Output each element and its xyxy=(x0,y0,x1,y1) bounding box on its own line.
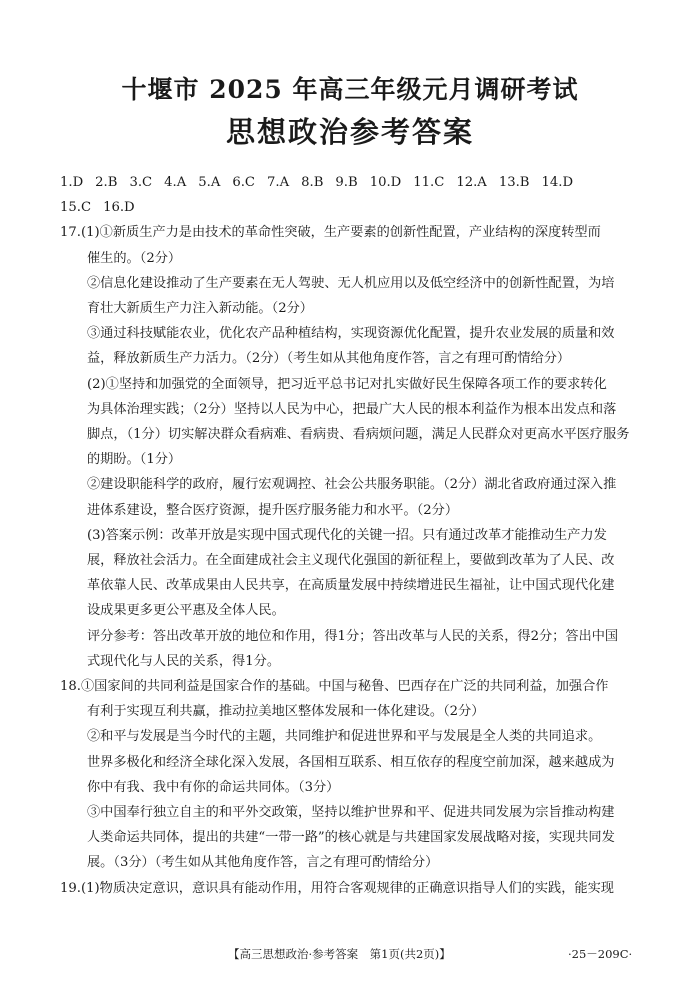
q17-line: 为具体治理实践；（2分）坚持以人民为中心，把最广大人民的根本利益作为根本出发点和落 xyxy=(87,401,617,417)
choice-answer: 16.D xyxy=(103,200,135,216)
choice-answer: 12.A xyxy=(456,175,487,190)
choice-answer: 1.D xyxy=(60,175,84,190)
q17-line: 评分参考：答出改革开放的地位和作用，得1分；答出改革与人民的关系，得2分；答出中国 xyxy=(87,628,619,644)
q19-line: 19.(1)物质决定意识，意识具有能动作用，用符合客观规律的正确意识指导人们的实践，能实现 xyxy=(60,880,614,896)
question-18 xyxy=(60,674,640,876)
q18-line: ③中国奉行独立自主的和平外交政策，坚持以维护世界和平、促进共同发展为宗旨推动构建 xyxy=(87,805,615,821)
choice-answer: 3.C xyxy=(129,175,153,190)
q18-line: ②和平与发展是当今时代的主题，共同维护和促进世界和平与发展是全人类的共同追求。 xyxy=(87,729,602,745)
q17-line: 革依靠人民、改革成果由人民共享，在高质量发展中持续增进民生福祉，让中国式现代化建 xyxy=(87,578,615,594)
choice-answer: 7.A xyxy=(267,175,290,190)
choice-answer: 4.A xyxy=(164,175,187,190)
q17-line: 的期盼。（1分） xyxy=(87,452,182,468)
choice-answer: 11.C xyxy=(413,175,445,190)
choice-answer: 13.B xyxy=(498,175,530,190)
q17-line: ③通过科技赋能农业，优化农产品种植结构，实现资源优化配置，提升农业发展的质量和效 xyxy=(87,326,615,342)
choice-answers-row-2 xyxy=(60,195,640,220)
page-footer xyxy=(0,946,700,966)
q18-line: 18.①国家间的共同利益是国家合作的基础。中国与秘鲁、巴西存在广泛的共同利益，加强合作 xyxy=(60,679,609,695)
choice-answer: 14.D xyxy=(541,175,574,190)
q18-line: 人类命运共同体，提出的共建“一带一路”的核心就是与共建国家发展战略对接，实现共同发 xyxy=(87,830,615,846)
q18-line: 展。（3分）（考生如从其他角度作答，言之有理可酌情给分） xyxy=(87,855,439,871)
choice-answer: 2.B xyxy=(95,175,118,190)
choice-answer: 9.B xyxy=(335,175,358,190)
question-19 xyxy=(60,876,640,901)
answer-key-title: 思想政治参考答案 xyxy=(225,115,474,149)
answer-content xyxy=(60,170,640,901)
q17-line: ②建设职能科学的政府，履行宏观调控、社会公共服务职能。（2分）湖北省政府通过深入推 xyxy=(87,477,617,493)
q17-line: (2)①坚持和加强党的全面领导，把习近平总书记对扎实做好民生保障各项工作的要求转化 xyxy=(87,376,607,392)
q17-line: 催生的。（2分） xyxy=(87,250,182,266)
choice-answer: 6.C xyxy=(232,175,256,190)
choice-answer: 10.D xyxy=(369,175,402,190)
q18-line: 有利于实现互利共赢，推动拉美地区整体发展和一体化建设。（2分） xyxy=(87,704,485,720)
choice-answer: 15.C xyxy=(60,200,92,216)
footer-page-info: 【高三思想政治·参考答案 第1页(共2页)】 xyxy=(228,947,451,961)
choice-answers-row-1 xyxy=(60,170,640,195)
q17-line: 式现代化与人民的关系，得1分。 xyxy=(87,653,281,669)
q17-line: 脚点，（1分）切实解决群众看病难、看病贵、看病烦问题，满足人民群众对更高水平医疗服务 xyxy=(87,427,630,443)
q18-line: 你中有我、我中有你的命运共同体。（3分） xyxy=(87,779,340,795)
choice-answer: 5.A xyxy=(198,175,221,190)
choice-answer: 8.B xyxy=(301,175,324,190)
question-17 xyxy=(60,220,640,674)
q17-line: 育壮大新质生产力注入新动能。（2分） xyxy=(87,301,313,317)
q17-line: 进体系建设，整合医疗资源，提升医疗服务能力和水平。（2分） xyxy=(87,502,459,518)
q17-line: ②信息化建设推动了生产要素在无人驾驶、无人机应用以及低空经济中的创新性配置，为培 xyxy=(87,275,615,291)
footer-doc-code: ·25－209C· xyxy=(568,947,633,961)
q18-line: 世界多极化和经济全球化深入发展，各国相互联系、相互依存的程度空前加深，越来越成为 xyxy=(87,754,615,770)
q17-line: 17.(1)①新质生产力是由技术的革命性突破，生产要素的创新性配置，产业结构的深度转型而 xyxy=(60,225,601,241)
q17-line: (3)答案示例：改革开放是实现中国式现代化的关键一招。只有通过改革才能推动生产力发 xyxy=(87,527,607,543)
q17-line: 设成果更多更公平惠及全体人民。 xyxy=(87,603,285,619)
exam-title: 十堰市 2025 年高三年级元月调研考试 xyxy=(121,75,579,104)
q17-line: 展，释放社会活力。在全面建成社会主义现代化强国的新征程上，要做到改革为了人民、改 xyxy=(87,553,615,569)
q17-line: 益，释放新质生产力活力。（2分）（考生如从其他角度作答，言之有理可酌情给分） xyxy=(87,351,571,367)
